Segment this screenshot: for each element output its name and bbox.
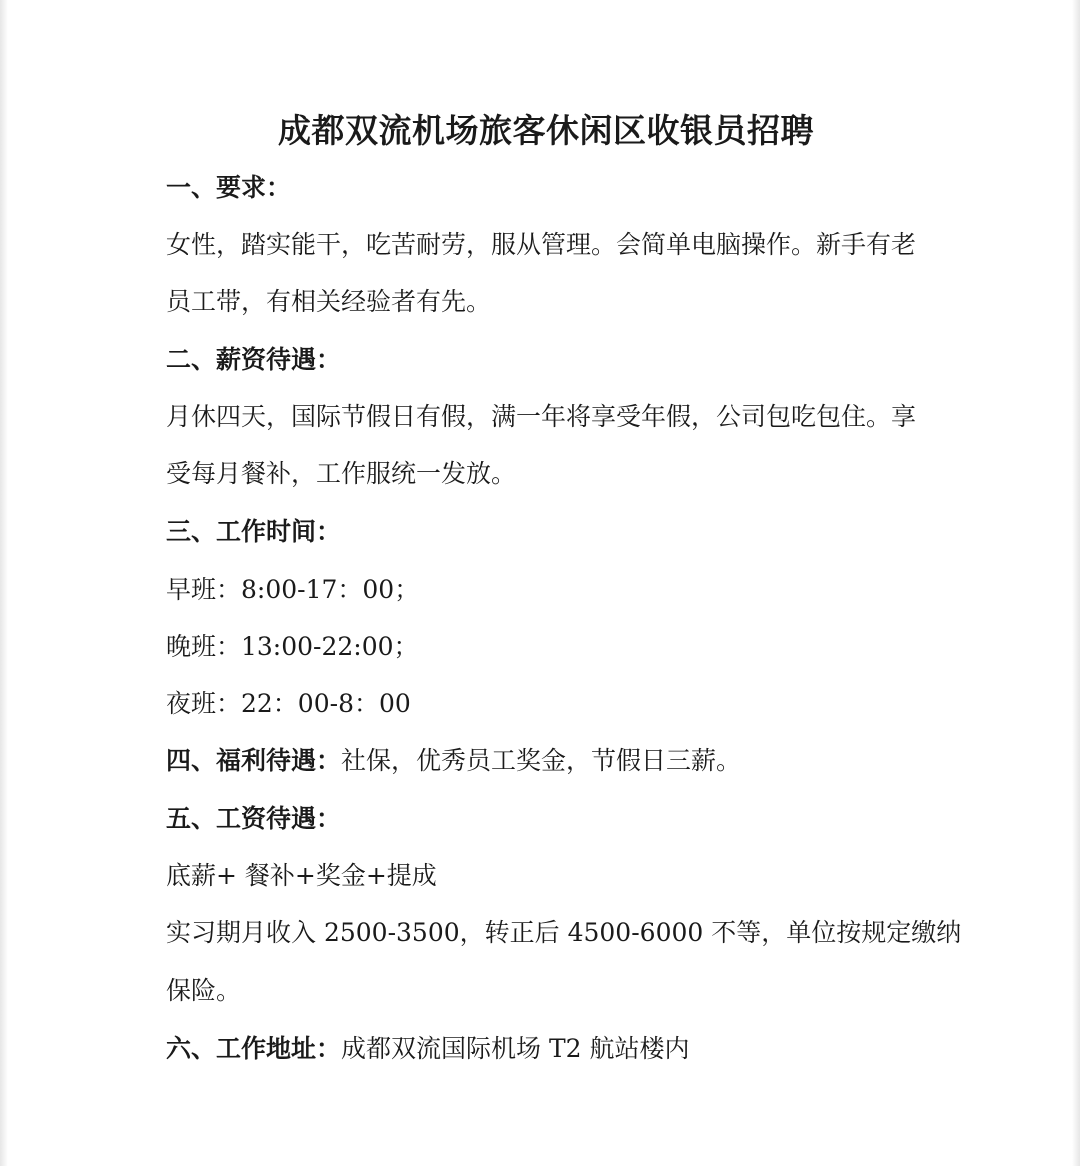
wage-line-1: 底薪+ 餐补+奖金+提成 [166, 861, 437, 890]
page-title: 成都双流机场旅客休闲区收银员招聘 [278, 111, 814, 150]
requirements-line-2: 员工带，有相关经验者有先。 [166, 287, 492, 316]
work-hours-night: 夜班：22：00-8：00 [166, 689, 411, 718]
section-heading-work-hours: 三、工作时间： [166, 517, 342, 546]
work-hours-evening: 晚班：13:00-22:00； [166, 632, 419, 661]
section-heading-welfare: 四、福利待遇： [166, 746, 342, 775]
page-right-edge [1072, 0, 1080, 1166]
address-row [166, 1031, 966, 1067]
address-text: 成都双流国际机场 T2 航站楼内 [341, 1034, 690, 1063]
salary-benefits-line-1: 月休四天，国际节假日有假，满一年将享受年假，公司包吃包住。享 [166, 402, 917, 431]
section-heading-requirements: 一、要求： [166, 173, 292, 202]
page-left-edge [0, 0, 8, 1166]
welfare-row [166, 743, 966, 779]
section-heading-wage: 五、工资待遇： [166, 804, 342, 833]
work-hours-morning: 早班：8:00-17：00； [166, 575, 420, 604]
welfare-text: 社保，优秀员工奖金，节假日三薪。 [341, 746, 742, 775]
requirements-line-1: 女性，踏实能干，吃苦耐劳，服从管理。会简单电脑操作。新手有老 [166, 230, 917, 259]
wage-line-3: 保险。 [166, 976, 242, 1005]
wage-line-2: 实习期月收入 2500-3500，转正后 4500-6000 不等，单位按规定缴纳 [166, 918, 962, 947]
section-heading-address: 六、工作地址： [166, 1034, 342, 1063]
section-heading-salary-benefits: 二、薪资待遇： [166, 345, 342, 374]
salary-benefits-line-2: 受每月餐补，工作服统一发放。 [166, 459, 517, 488]
